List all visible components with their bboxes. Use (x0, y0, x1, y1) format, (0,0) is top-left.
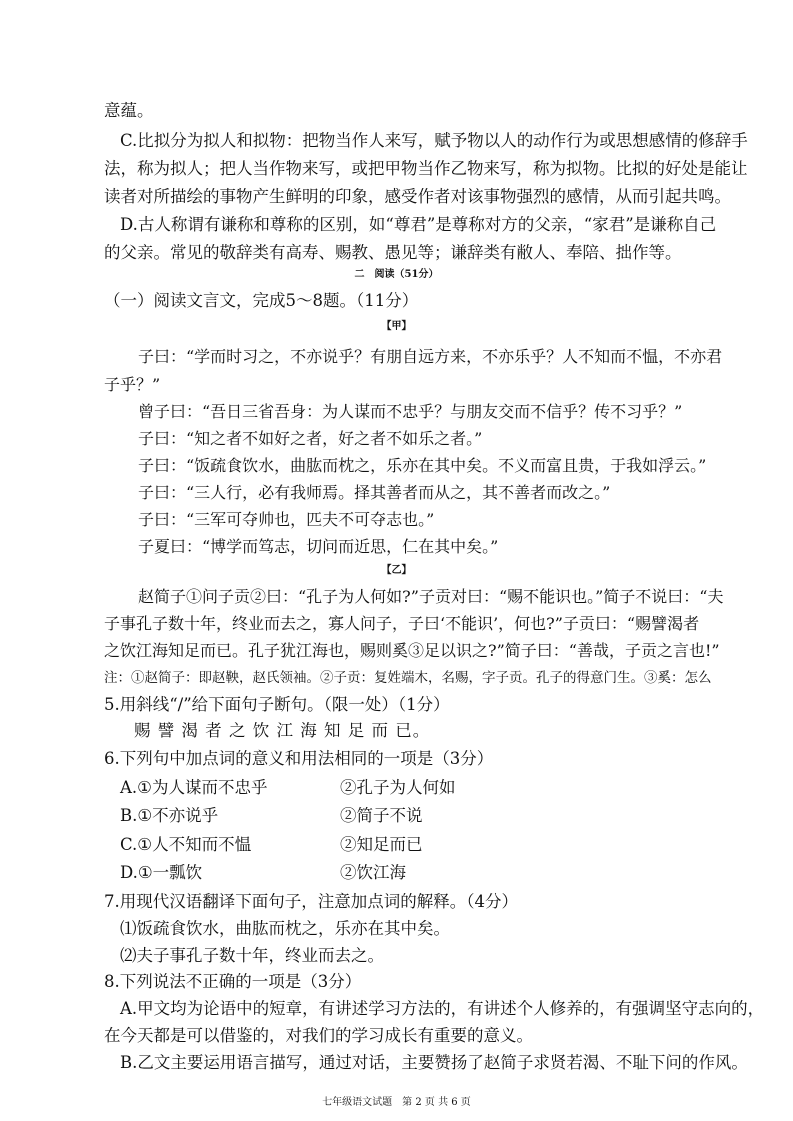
q6-option-left: A.①为人谋而不忠乎 (120, 778, 268, 797)
question-7-stem: 7.用现代汉语翻译下面句子，注意加点词的解释。（4分） (104, 892, 518, 911)
jia-line: 曾子曰：“吾日三省吾身：为人谋而不忠乎？与朋友交而不信乎？传不习乎？” (138, 402, 683, 421)
option-d-line-2: 的父亲。常见的敬辞类有高寿、赐教、愚见等；谦辞类有敝人、奉陪、拙作等。 (104, 243, 682, 262)
question-7-sentence-2: ⑵夫子事孔子数十年，终业而去之。 (120, 946, 384, 965)
jia-line: 子曰：“知之者不如好之者，好之者不如乐之者。” (138, 429, 483, 448)
passage-jia-heading: 【甲】 (381, 321, 412, 332)
option-c-line-3: 读者对所描绘的事物产生鲜明的印象，感受作者对该事物强烈的感情，从而引起共鸣。 (104, 187, 731, 206)
question-5-sentence: 赐 譬 渴 者 之 饮 江 海 知 足 而 已。 (134, 721, 431, 740)
jia-line: 子曰：“三军可夺帅也，匹夫不可夺志也。” (138, 510, 435, 529)
q6-option-left: B.①不亦说乎 (120, 806, 219, 825)
passage-yi-heading: 【乙】 (381, 565, 412, 576)
question-6-stem: 6.下列句中加点词的意义和用法相同的一项是（3分） (104, 749, 494, 768)
q6-option-right: ②孔子为人何如 (340, 778, 456, 797)
yi-annotation: 注：①赵简子：即赵鞅，赵氏领袖。②子贡：复姓端木，名赐，字子贡。孔子的得意门生。③奚：怎么 (104, 670, 712, 686)
q6-option-right: ②简子不说 (340, 806, 423, 825)
q6-option-right: ②知足而已 (340, 835, 423, 854)
yi-line: 之饮江海知足而已。孔子犹江海也，赐则奚③足以识之?”简子曰：“善哉，子贡之言也!” (104, 641, 720, 660)
jia-line: 子乎？” (104, 375, 161, 394)
q8-option-a-line-2: 在今天都是可以借鉴的，对我们的学习成长有重要的意义。 (104, 1026, 533, 1045)
jia-line: 子曰：“学而时习之，不亦说乎？有朋自远方来，不亦乐乎？人不知而不愠，不亦君 (138, 347, 723, 366)
q6-option-right: ②饮江海 (340, 863, 406, 882)
q8-option-a-line-1: A.甲文均为论语中的短章，有讲述学习方法的，有讲述个人修养的，有强调坚守志向的， (120, 999, 765, 1018)
option-c-line-1: C.比拟分为拟人和拟物：把物当作人来写，赋予物以人的动作行为或思想感情的修辞手 (120, 131, 748, 150)
q8-option-b-line-1: B.乙文主要运用语言描写，通过对话，主要赞扬了赵简子求贤若渴、不耻下问的作风。 (120, 1053, 748, 1072)
question-8-stem: 8.下列说法不正确的一项是（3分） (104, 972, 362, 991)
option-c-line-2: 法，称为拟人；把人当作物来写，或把甲物当作乙物来写，称为拟物。比拟的好处是能让 (104, 159, 748, 178)
yi-line: 赵简子①问子贡②曰：“孔子为人何如?”子贡对曰：“赐不能识也。”简子不说曰：“夫 (138, 587, 724, 606)
question-7-sentence-1: ⑴饭疏食饮水，曲肱而枕之，乐亦在其中矣。 (120, 919, 450, 938)
q6-option-left: D.①一瓢饮 (120, 863, 203, 882)
intro-line: 意蕴。 (104, 101, 154, 120)
page-footer: 七年级语文试题 第 2 页 共 6 页 (322, 1097, 471, 1108)
jia-line: 子夏曰：“博学而笃志，切问而近思，仁在其中矣。” (138, 537, 499, 556)
option-d-line-1: D.古人称谓有谦称和尊称的区别，如“尊君”是尊称对方的父亲，“家君”是谦称自己 (120, 215, 717, 234)
jia-line: 子曰：“饭疏食饮水，曲肱而枕之，乐亦在其中矣。不义而富且贵，于我如浮云。” (138, 456, 707, 475)
question-5-stem: 5.用斜线“/”给下面句子断句。（限一处）（1分） (104, 695, 450, 714)
section-subtitle: （一）阅读文言文，完成5～8题。（11分） (104, 291, 419, 310)
jia-line: 子曰：“三人行，必有我师焉。择其善者而从之，其不善者而改之。” (138, 483, 611, 502)
yi-line: 子事孔子数十年，终业而去之，寡人问子，子曰‘不能识’，何也?”子贡曰：“赐譬渴者 (104, 614, 700, 633)
q6-option-left: C.①人不知而不愠 (120, 835, 252, 854)
section-title: 二 阅读（51分） (354, 269, 439, 280)
